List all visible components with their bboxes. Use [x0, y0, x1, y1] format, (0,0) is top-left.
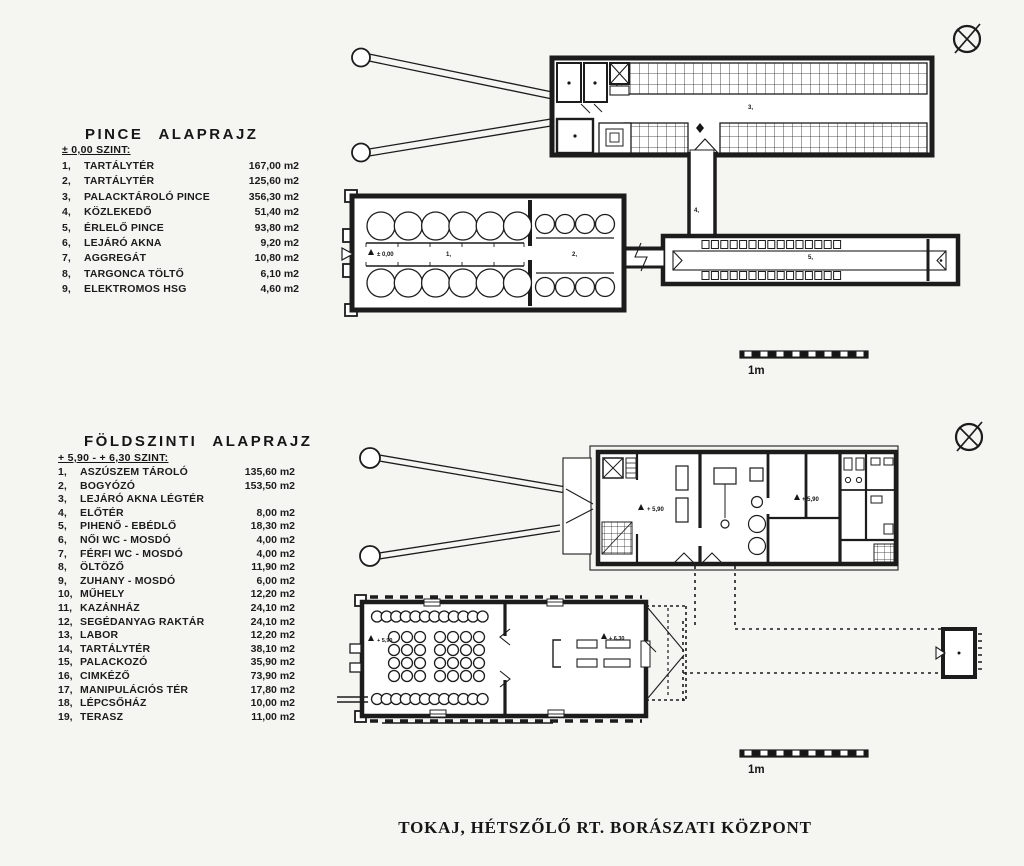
room-list-row — [58, 697, 295, 711]
room-list-row — [62, 236, 299, 251]
room-area: 125,60 m2 — [248, 175, 299, 188]
room-list-row — [58, 493, 295, 507]
room-area: 12,20 m2 — [250, 588, 295, 601]
tank-circle — [402, 632, 413, 643]
scale-bar — [740, 750, 868, 776]
tank-circle — [474, 632, 485, 643]
room-name: MŰHELY — [80, 588, 125, 601]
barrel-square — [740, 241, 747, 249]
north-arrow-icon — [954, 24, 980, 53]
tank-circle — [422, 212, 450, 240]
entry-step — [350, 663, 361, 672]
equipment — [676, 498, 688, 522]
room-number: 9, — [62, 283, 71, 296]
room-number: 17, — [58, 683, 73, 696]
tank-circle — [435, 658, 446, 669]
barrel-row — [702, 272, 841, 280]
tank-circle — [435, 645, 446, 656]
room-name: ELEKTROMOS HSG — [84, 283, 187, 296]
tank-circle — [448, 645, 459, 656]
tank-circle — [415, 645, 426, 656]
wc-fixture — [884, 458, 893, 465]
tank-hall-building — [342, 190, 624, 316]
processing-lower-building — [350, 595, 656, 722]
entry-vestibule — [563, 458, 591, 554]
room-number: 2, — [572, 252, 578, 258]
barrel-square — [730, 241, 737, 249]
tank-circle — [556, 215, 575, 234]
room-list-row — [62, 190, 299, 205]
barrel-square — [702, 241, 709, 249]
room-number: 6, — [58, 533, 67, 546]
room-list-row — [58, 507, 295, 521]
room-area: 11,00 m2 — [251, 710, 295, 723]
room-name: PALACKOZÓ — [80, 656, 148, 669]
room-name: ÉRLELŐ PINCE — [84, 221, 164, 234]
barrel-square — [711, 241, 718, 249]
bottle-rack-band — [624, 123, 688, 153]
room-area: 93,80 m2 — [254, 221, 299, 234]
room-number: 14, — [58, 642, 73, 655]
tank-circle — [402, 671, 413, 682]
ageing-cellar-wing — [663, 236, 958, 284]
barrel-square — [805, 272, 812, 280]
room-area: 24,10 m2 — [250, 601, 295, 614]
room-number: 2, — [62, 175, 71, 188]
room-list-row — [62, 205, 299, 220]
room-number: 12, — [58, 615, 73, 628]
room-name: BOGYÓZÓ — [80, 479, 136, 492]
room-area: 6,00 m2 — [256, 574, 295, 587]
room-number: 5, — [58, 520, 67, 533]
room-name: NŐI WC - MOSDÓ — [80, 533, 171, 546]
room-area: 73,90 m2 — [250, 669, 295, 682]
tank-circle — [394, 269, 422, 297]
scale-bar — [740, 351, 868, 377]
room-list-row — [58, 602, 295, 616]
wc-fixture — [871, 458, 880, 465]
tank-circle — [394, 212, 422, 240]
tank-circle — [596, 215, 615, 234]
barrel-square — [834, 241, 841, 249]
room-number: 3, — [58, 493, 67, 506]
tank-circle — [556, 278, 575, 297]
barrel-square — [749, 272, 756, 280]
room-list-row — [58, 561, 295, 575]
room-name: TARTÁLYTÉR — [84, 175, 155, 188]
room-number: 7, — [62, 252, 71, 265]
tank-circle — [504, 269, 532, 297]
room-number: 9, — [58, 574, 67, 587]
room-list-row — [62, 267, 299, 282]
level-mark: + 5,90 — [377, 638, 393, 644]
tank-circle — [435, 671, 446, 682]
room-list-row — [62, 174, 299, 189]
room-area: 10,80 m2 — [254, 252, 299, 265]
room-name: TARGONCA TÖLTŐ — [84, 267, 185, 280]
room-name: ASZÚSZEM TÁROLÓ — [80, 466, 188, 478]
room-area: 4,00 m2 — [256, 533, 295, 546]
room-number: 10, — [58, 588, 73, 601]
barrel-square — [824, 241, 831, 249]
room-list-row — [58, 588, 295, 602]
room-list-row — [58, 656, 295, 670]
room-list-row — [58, 548, 295, 562]
stair-flight — [874, 544, 894, 562]
tank-circle — [461, 658, 472, 669]
tank-circle — [402, 658, 413, 669]
room-list-row — [58, 629, 295, 643]
tank-circle — [474, 645, 485, 656]
room-number: 11, — [58, 601, 73, 614]
small-tank-row — [389, 658, 426, 669]
barrel-square — [787, 241, 794, 249]
vent-shaft-circle — [360, 448, 380, 468]
tank-circle — [596, 278, 615, 297]
basement-corridor — [689, 150, 715, 238]
basement-room-list — [62, 159, 299, 298]
room-area: 356,30 m2 — [248, 190, 299, 203]
room-list-row — [58, 534, 295, 548]
tank — [752, 497, 763, 508]
room-number: 2, — [58, 479, 67, 492]
tank-circle — [461, 645, 472, 656]
tank-circle — [461, 671, 472, 682]
equipment — [676, 466, 688, 490]
dashed-connectors — [683, 566, 941, 701]
vent-shaft-circle — [360, 546, 380, 566]
small-tank-row — [389, 671, 426, 682]
room-number: 3, — [748, 105, 754, 111]
room-number: 4, — [62, 206, 71, 219]
room-list-row — [62, 251, 299, 266]
tank-circle — [435, 632, 446, 643]
equipment — [750, 468, 763, 481]
room-list-row — [58, 684, 295, 698]
tank-circle — [415, 632, 426, 643]
tank-circle — [476, 269, 504, 297]
tank-circle — [476, 212, 504, 240]
small-tank-row — [389, 632, 426, 643]
room-number: 5, — [62, 221, 71, 234]
room-area: 9,20 m2 — [260, 237, 299, 250]
tank-circle — [389, 671, 400, 682]
room-area: 10,00 m2 — [250, 697, 295, 710]
barrel-square — [805, 241, 812, 249]
room-number: 4, — [694, 208, 700, 214]
bottle-rack-band — [720, 123, 927, 153]
room-number: 4, — [58, 506, 67, 519]
room-list-row — [58, 480, 295, 494]
wc-fixture — [844, 458, 852, 470]
ground-plan-heading: FÖLDSZINTI ALAPRAJZ — [84, 433, 313, 450]
barrel-square — [824, 272, 831, 280]
room-name: KÖZLEKEDŐ — [84, 206, 152, 219]
tank — [749, 538, 766, 555]
barrel-square — [740, 272, 747, 280]
equipment — [577, 640, 597, 648]
tank-circle — [449, 269, 477, 297]
room-name: LEJÁRÓ AKNA — [84, 237, 162, 250]
room-area: 167,00 m2 — [248, 160, 299, 172]
tank-circle — [415, 671, 426, 682]
wc-fixture — [871, 496, 882, 503]
winery-upper-building — [563, 446, 898, 570]
tank-circle — [474, 658, 485, 669]
room-name: ELŐTÉR — [80, 506, 124, 519]
room-name: MANIPULÁCIÓS TÉR — [80, 683, 189, 696]
room-list-row — [62, 221, 299, 236]
room-name: KAZÁNHÁZ — [80, 601, 140, 614]
room-list-row — [62, 282, 299, 297]
barrel-square — [721, 272, 728, 280]
tank-circle — [448, 658, 459, 669]
sink-fixture — [856, 477, 861, 482]
room-name: TARTÁLYTÉR — [84, 160, 155, 172]
tank-circle — [402, 645, 413, 656]
entry-step — [350, 644, 361, 653]
small-tank-row — [389, 645, 426, 656]
room-area: 153,50 m2 — [244, 479, 295, 492]
room-name: ÖLTÖZŐ — [80, 561, 125, 574]
room-area — [229, 493, 295, 507]
sink-fixture — [845, 477, 850, 482]
wc-fixture — [856, 458, 864, 470]
detached-shaft-room — [936, 629, 982, 677]
room-list-row — [58, 575, 295, 589]
room-area: 35,90 m2 — [250, 656, 295, 669]
room-number: 1, — [58, 466, 67, 478]
room-number: 5, — [808, 255, 814, 261]
tank-circle — [449, 212, 477, 240]
room-number: 8, — [62, 267, 71, 280]
basement-passage — [624, 243, 664, 271]
shaft-airspace-canopy — [646, 606, 686, 700]
room-name: PALACKTÁROLÓ PINCE — [84, 190, 210, 203]
room-list-row — [58, 643, 295, 657]
tank-circle — [389, 645, 400, 656]
tank-circle — [477, 611, 488, 622]
bottle-cellar-building — [552, 58, 932, 155]
barrel-row — [702, 241, 841, 249]
room-area: 4,00 m2 — [256, 547, 295, 560]
room-area: 38,10 m2 — [250, 642, 295, 655]
tank-circle — [461, 632, 472, 643]
room-area: 135,60 m2 — [244, 466, 295, 478]
room-list-row — [58, 616, 295, 630]
barrel-square — [730, 272, 737, 280]
room-area: 17,80 m2 — [250, 683, 295, 696]
room-number: 8, — [58, 561, 67, 574]
scale-label: 1m — [748, 365, 765, 377]
room-name: TARTÁLYTÉR — [80, 642, 151, 655]
basement-level-label: ± 0,00 SZINT: — [62, 144, 131, 156]
barrel-square — [796, 241, 803, 249]
room-area: 6,10 m2 — [260, 267, 299, 280]
barrel-square — [711, 272, 718, 280]
tank-circle — [448, 671, 459, 682]
room-number: 13, — [58, 629, 73, 642]
room-number: 3, — [62, 190, 71, 203]
barrel-square — [702, 272, 709, 280]
barrel-square — [796, 272, 803, 280]
barrel-square — [834, 272, 841, 280]
level-mark: + 6,30 — [609, 636, 625, 642]
level-mark: + 5,90 — [802, 497, 819, 503]
room-name: SEGÉDANYAG RAKTÁR — [80, 615, 205, 628]
barrel-square — [768, 272, 775, 280]
tank-circle — [415, 658, 426, 669]
tank-circle — [536, 215, 555, 234]
room-list-row — [58, 711, 295, 725]
barrel-square — [768, 241, 775, 249]
ground-room-list — [58, 466, 295, 724]
vent-shaft-circle — [352, 49, 370, 67]
room-number: 1, — [446, 252, 452, 258]
tank-circle — [367, 269, 395, 297]
tank-circle — [576, 278, 595, 297]
room-name: LEJÁRÓ AKNA LÉGTÉR — [80, 493, 205, 506]
room-list-row — [58, 520, 295, 534]
barrel-square — [815, 272, 822, 280]
tank-circle — [536, 278, 555, 297]
north-arrow-icon — [956, 422, 982, 451]
room-number: 19, — [58, 710, 73, 723]
scale-label: 1m — [748, 764, 765, 776]
room-number: 15, — [58, 656, 73, 669]
ground-vent-pipes — [360, 448, 566, 566]
equipment — [577, 659, 597, 667]
ground-level-label: + 5,90 - + 6,30 SZINT: — [58, 452, 169, 464]
room-area: 18,30 m2 — [250, 520, 295, 533]
drawing-title: TOKAJ, HÉTSZŐLŐ RT. BORÁSZATI KÖZPONT — [398, 818, 812, 837]
tank-circle — [474, 671, 485, 682]
basement-vent-pipes — [352, 49, 557, 162]
room-number: 18, — [58, 697, 73, 710]
room-name: AGGREGÁT — [84, 252, 147, 265]
barrel-square — [758, 241, 765, 249]
room-area: 51,40 m2 — [254, 206, 299, 219]
room-area: 12,20 m2 — [250, 629, 295, 642]
barrel-square — [815, 241, 822, 249]
level-mark: + 5,90 — [647, 507, 664, 513]
tank-circle — [477, 694, 488, 705]
ground-floor-plan — [337, 422, 982, 776]
room-list-row — [58, 466, 295, 480]
barrel-square — [787, 272, 794, 280]
barrel-square — [758, 272, 765, 280]
tank-circle — [389, 658, 400, 669]
barrel-square — [749, 241, 756, 249]
room-name: TERASZ — [80, 710, 124, 723]
equipment — [714, 468, 736, 484]
room-name: FÉRFI WC - MOSDÓ — [80, 547, 183, 560]
tank-circle — [367, 212, 395, 240]
basement-plan — [342, 24, 980, 377]
barrel-square — [777, 241, 784, 249]
equipment — [604, 659, 630, 667]
room-name: LABOR — [80, 629, 119, 642]
vent-shaft-circle — [352, 144, 370, 162]
barrel-square — [777, 272, 784, 280]
level-mark: ± 0,00 — [377, 252, 394, 258]
room-name: ZUHANY - MOSDÓ — [80, 574, 176, 587]
tank-circle — [576, 215, 595, 234]
tank-circle — [504, 212, 532, 240]
barrel-square — [721, 241, 728, 249]
wc-fixture — [884, 524, 893, 534]
room-area: 8,00 m2 — [256, 506, 295, 519]
tank-circle — [448, 632, 459, 643]
room-number: 1, — [62, 160, 71, 172]
basement-plan-heading: PINCE ALAPRAJZ — [85, 126, 259, 143]
room-area: 4,60 m2 — [260, 283, 299, 296]
bottle-rack-band — [617, 63, 927, 94]
room-name: PIHENŐ - EBÉDLŐ — [80, 520, 177, 533]
tank — [749, 516, 766, 533]
room-area: 11,90 m2 — [251, 561, 295, 574]
tank-circle — [422, 269, 450, 297]
room-number: 7, — [58, 547, 67, 560]
room-name: LÉPCSŐHÁZ — [80, 697, 147, 710]
room-number: 6, — [62, 237, 71, 250]
room-list-row — [62, 159, 299, 174]
room-name: CIMKÉZŐ — [80, 669, 130, 682]
room-area: 24,10 m2 — [250, 615, 295, 628]
room-list-row — [58, 670, 295, 684]
room-number: 16, — [58, 669, 73, 682]
